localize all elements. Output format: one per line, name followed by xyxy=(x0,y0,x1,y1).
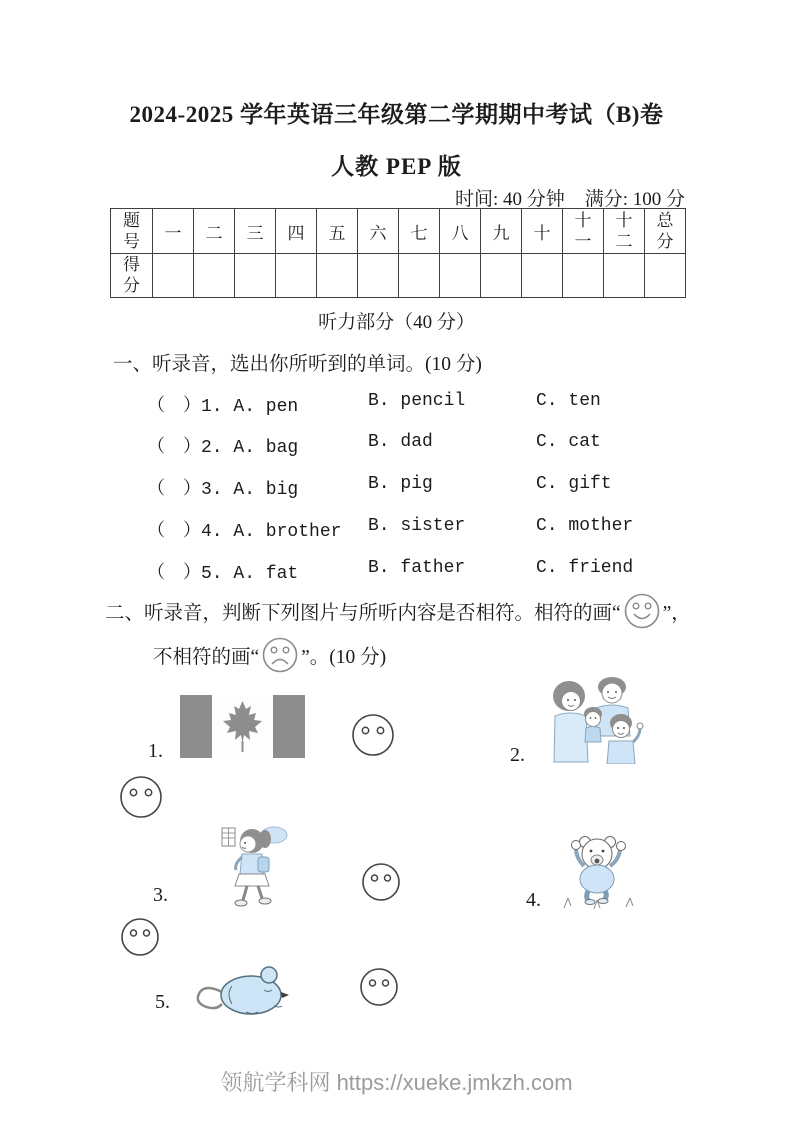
col-8: 八 xyxy=(451,223,469,243)
score-cell xyxy=(440,254,481,298)
exam-meta xyxy=(110,184,685,211)
item-5-number: 5. xyxy=(155,991,170,1013)
col-6: 六 xyxy=(369,223,387,243)
blank-face-icon xyxy=(120,917,160,957)
score-cell xyxy=(563,254,604,298)
section2-text-4: ”。(10 分) xyxy=(301,647,387,668)
question-row-3 xyxy=(147,474,747,498)
score-cell xyxy=(399,254,440,298)
score-table xyxy=(110,208,686,298)
listening-section-header: 听力部分（40 分） xyxy=(318,312,475,333)
item-1-number: 1. xyxy=(148,740,163,762)
col-3: 三 xyxy=(246,223,264,243)
col-1: 一 xyxy=(164,223,182,243)
page-title: 2024-2025 学年英语三年级第二学期期中考试（B)卷 xyxy=(129,102,664,127)
section2-text-1: 二、听录音，判断下列图片与所听内容是否相符。相符的画“ xyxy=(105,603,621,624)
score-table-header-row xyxy=(111,209,686,254)
blank-face-icon xyxy=(359,967,399,1007)
frown-face-icon xyxy=(261,636,299,674)
section2-text-3: 不相符的画“ xyxy=(153,647,260,668)
blank-face-icon xyxy=(351,713,395,757)
score-cell xyxy=(645,254,686,298)
option-c: C. cat xyxy=(536,432,601,452)
score-cell xyxy=(153,254,194,298)
section2-instruction-line1 xyxy=(105,590,691,632)
score-table-score-row xyxy=(111,254,686,298)
score-cell xyxy=(235,254,276,298)
col-10: 十 xyxy=(533,223,551,243)
blank-face-icon xyxy=(119,775,163,819)
option-a: （ ）5. A. fat xyxy=(147,564,299,584)
option-b: B. father xyxy=(368,558,466,578)
score-cell xyxy=(194,254,235,298)
option-b: B. sister xyxy=(368,516,466,536)
score-row-label: 得分 xyxy=(123,255,140,296)
col-4: 四 xyxy=(287,223,305,243)
score-cell xyxy=(481,254,522,298)
exam-time: 时间: 40 分钟 xyxy=(454,189,565,210)
score-cell xyxy=(276,254,317,298)
option-c: C. gift xyxy=(536,474,612,494)
question-row-4 xyxy=(147,516,747,540)
watermark-footer: 领航学科网 https://xueke.jmkzh.com xyxy=(220,1070,573,1095)
option-c: C. ten xyxy=(536,391,601,411)
option-b: B. dad xyxy=(368,432,433,452)
mouse-image xyxy=(188,962,292,1018)
col-11: 十一 xyxy=(574,210,592,251)
family-image xyxy=(536,676,656,764)
section2-text-2: ”， xyxy=(662,603,691,624)
question-row-2 xyxy=(147,432,747,456)
item-3-number: 3. xyxy=(153,884,168,906)
question-row-1 xyxy=(147,391,747,415)
option-c: C. friend xyxy=(536,558,634,578)
section2-instruction-line2 xyxy=(153,634,386,676)
option-a: （ ）3. A. big xyxy=(147,480,299,500)
score-cell xyxy=(317,254,358,298)
option-a: （ ）4. A. brother xyxy=(147,522,342,542)
option-a: （ ）2. A. bag xyxy=(147,438,299,458)
option-a: （ ）1. A. pen xyxy=(147,397,299,417)
col-total: 总分 xyxy=(656,210,674,251)
section1-title: 一、听录音，选出你所听到的单词。(10 分) xyxy=(113,354,482,375)
item-4-number: 4. xyxy=(526,889,541,911)
score-cell xyxy=(604,254,645,298)
page-subtitle: 人教 PEP 版 xyxy=(331,154,462,179)
question-row-5 xyxy=(147,558,747,582)
score-cell xyxy=(522,254,563,298)
col-7: 七 xyxy=(410,223,428,243)
bear-image xyxy=(552,832,648,910)
smile-face-icon xyxy=(623,592,661,630)
girl-walking-image xyxy=(220,820,292,908)
option-b: B. pencil xyxy=(368,391,466,411)
item-2-number: 2. xyxy=(510,744,525,766)
option-c: C. mother xyxy=(536,516,634,536)
canada-flag-image xyxy=(180,695,305,758)
score-table-label: 题号 xyxy=(123,210,140,251)
blank-face-icon xyxy=(361,862,401,902)
col-12: 十二 xyxy=(615,210,633,251)
exam-full-score: 满分: 100 分 xyxy=(584,189,685,210)
option-b: B. pig xyxy=(368,474,433,494)
col-5: 五 xyxy=(328,223,346,243)
col-9: 九 xyxy=(492,223,510,243)
col-2: 二 xyxy=(205,223,223,243)
score-cell xyxy=(358,254,399,298)
